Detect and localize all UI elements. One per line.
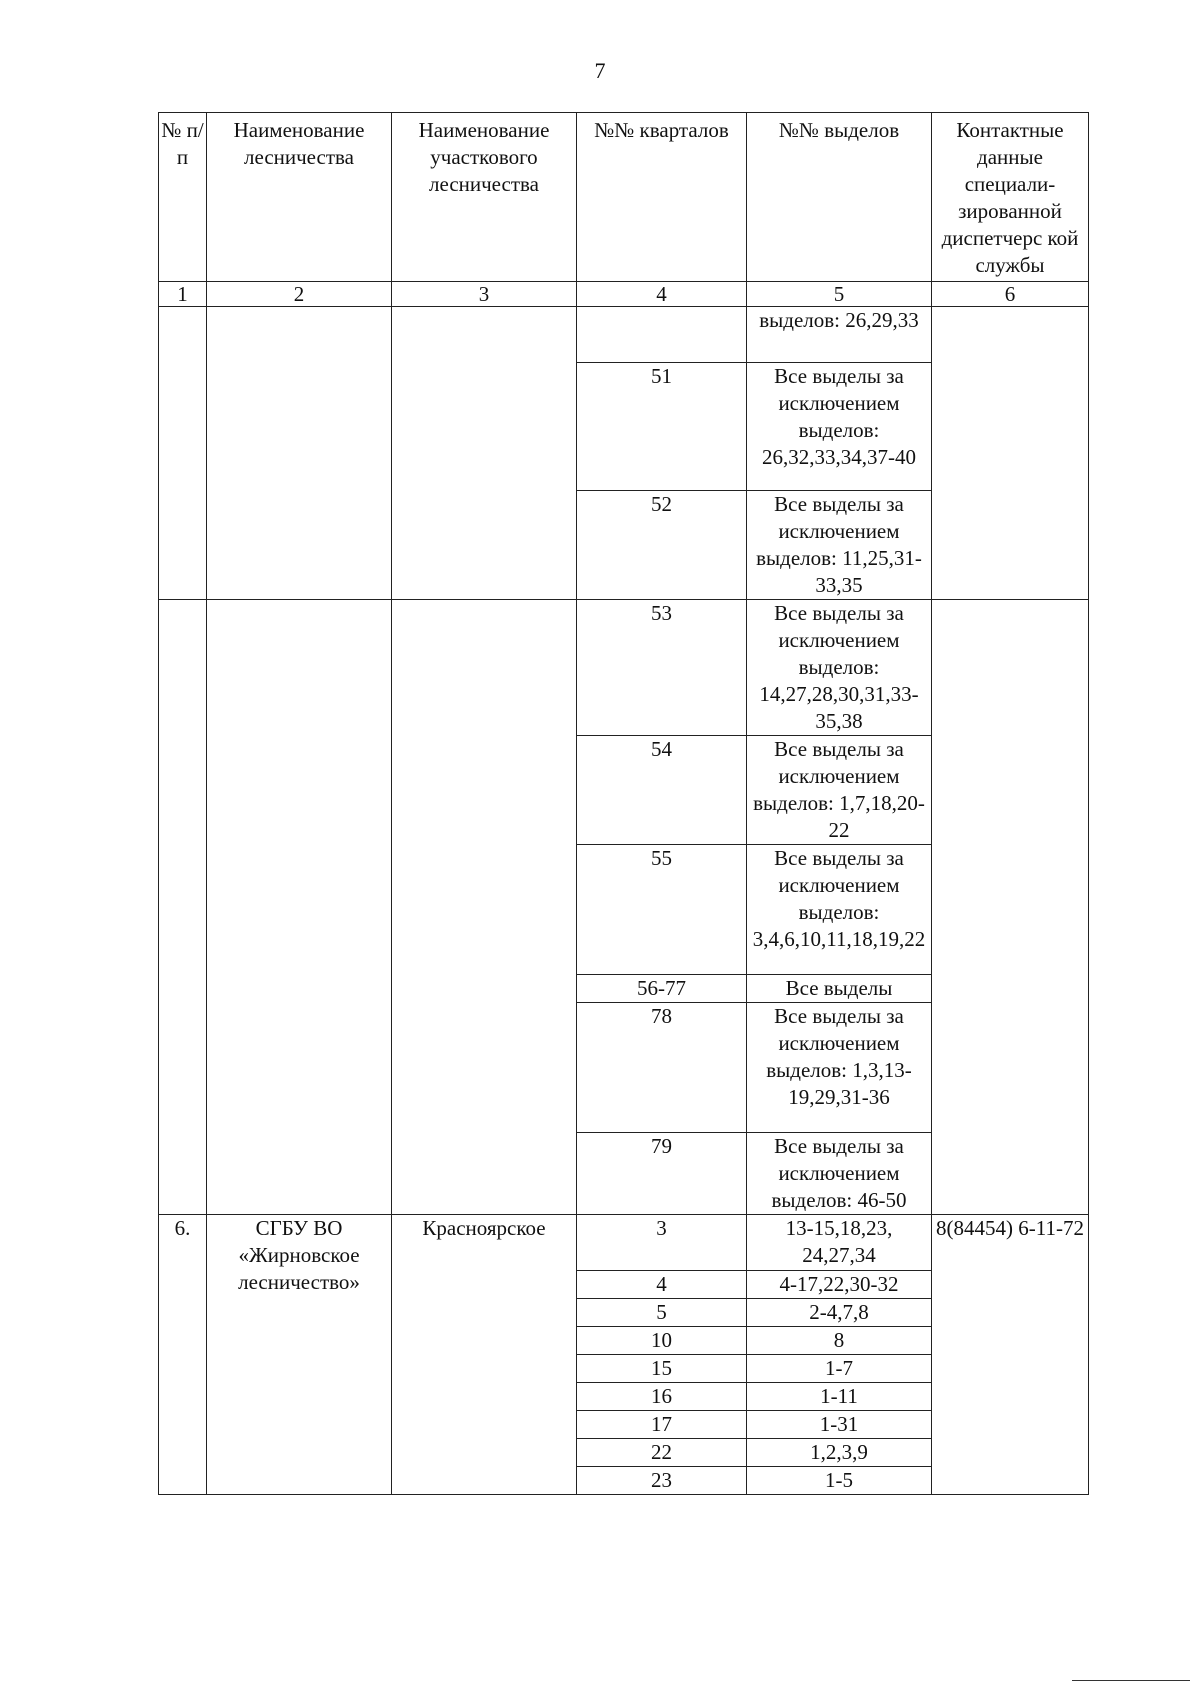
header-number: № п/п [159,113,207,282]
sections-cell: 13-15,18,23, 24,27,34 [747,1215,932,1271]
sections-cell: 1-11 [747,1383,932,1411]
sections-cell: Все выделы за исключением выделов: 1,7,18,20-22 [747,736,932,845]
quarter-cell [577,307,747,363]
column-number-row [159,282,1089,307]
sections-cell: 1,2,3,9 [747,1439,932,1467]
quarter-cell: 4 [577,1271,747,1299]
sections-cell: выделов: 26,29,33 [747,307,932,363]
table-row [159,1215,1089,1271]
sections-cell: Все выделы за исключением выделов: 46-50 [747,1133,932,1215]
column-number: 3 [392,282,577,307]
header-contacts: Контактные данные специали-зированной диспетчерс кой службы [932,113,1089,282]
table-row [159,307,1089,363]
sections-cell: 1-7 [747,1355,932,1383]
quarter-cell: 53 [577,600,747,736]
sections-cell: 1-31 [747,1411,932,1439]
footer-rule [1072,1680,1190,1681]
forestry-name-cell: СГБУ ВО «Жирновское лесничество» [207,1215,392,1495]
quarter-cell: 17 [577,1411,747,1439]
quarter-cell: 79 [577,1133,747,1215]
empty-cell [159,307,207,600]
contact-cell [932,600,1089,1215]
quarter-cell: 10 [577,1327,747,1355]
contact-cell [932,307,1089,600]
quarter-cell: 52 [577,491,747,600]
column-number: 1 [159,282,207,307]
row-number-cell: 6. [159,1215,207,1495]
forestry-table [158,112,1089,1495]
header-sections: №№ выделов [747,113,932,282]
sections-cell: 1-5 [747,1467,932,1495]
column-number: 2 [207,282,392,307]
empty-cell [207,307,392,600]
empty-cell [392,600,577,1215]
column-number: 4 [577,282,747,307]
quarter-cell: 56-77 [577,975,747,1003]
sections-cell: 2-4,7,8 [747,1299,932,1327]
contact-cell: 8(84454) 6-11-72 [932,1215,1089,1495]
quarter-cell: 23 [577,1467,747,1495]
quarter-cell: 54 [577,736,747,845]
sections-cell: 4-17,22,30-32 [747,1271,932,1299]
column-number: 5 [747,282,932,307]
district-name-cell: Красноярское [392,1215,577,1495]
sections-cell: Все выделы за исключением выделов: 14,27,28,30,31,33-35,38 [747,600,932,736]
empty-cell [392,307,577,600]
sections-cell: Все выделы за исключением выделов: 1,3,13-19,29,31-36 [747,1003,932,1133]
quarter-cell: 22 [577,1439,747,1467]
header-quarters: №№ кварталов [577,113,747,282]
empty-cell [159,600,207,1215]
quarter-cell: 51 [577,363,747,491]
sections-cell: Все выделы за исключением выделов: 11,25,31-33,35 [747,491,932,600]
page-number: 7 [594,58,606,83]
header-district: Наименование участкового лесничества [392,113,577,282]
quarter-cell: 5 [577,1299,747,1327]
quarter-cell: 55 [577,845,747,975]
table-header-row [159,113,1089,282]
sections-cell: Все выделы за исключением выделов: 26,32,33,34,37-40 [747,363,932,491]
sections-cell: Все выделы за исключением выделов: 3,4,6,10,11,18,19,22 [747,845,932,975]
column-number: 6 [932,282,1089,307]
quarter-cell: 3 [577,1215,747,1271]
sections-cell: Все выделы [747,975,932,1003]
quarter-cell: 15 [577,1355,747,1383]
quarter-cell: 16 [577,1383,747,1411]
header-forestry: Наименование лесничества [207,113,392,282]
table-row [159,600,1089,736]
empty-cell [207,600,392,1215]
quarter-cell: 78 [577,1003,747,1133]
sections-cell: 8 [747,1327,932,1355]
